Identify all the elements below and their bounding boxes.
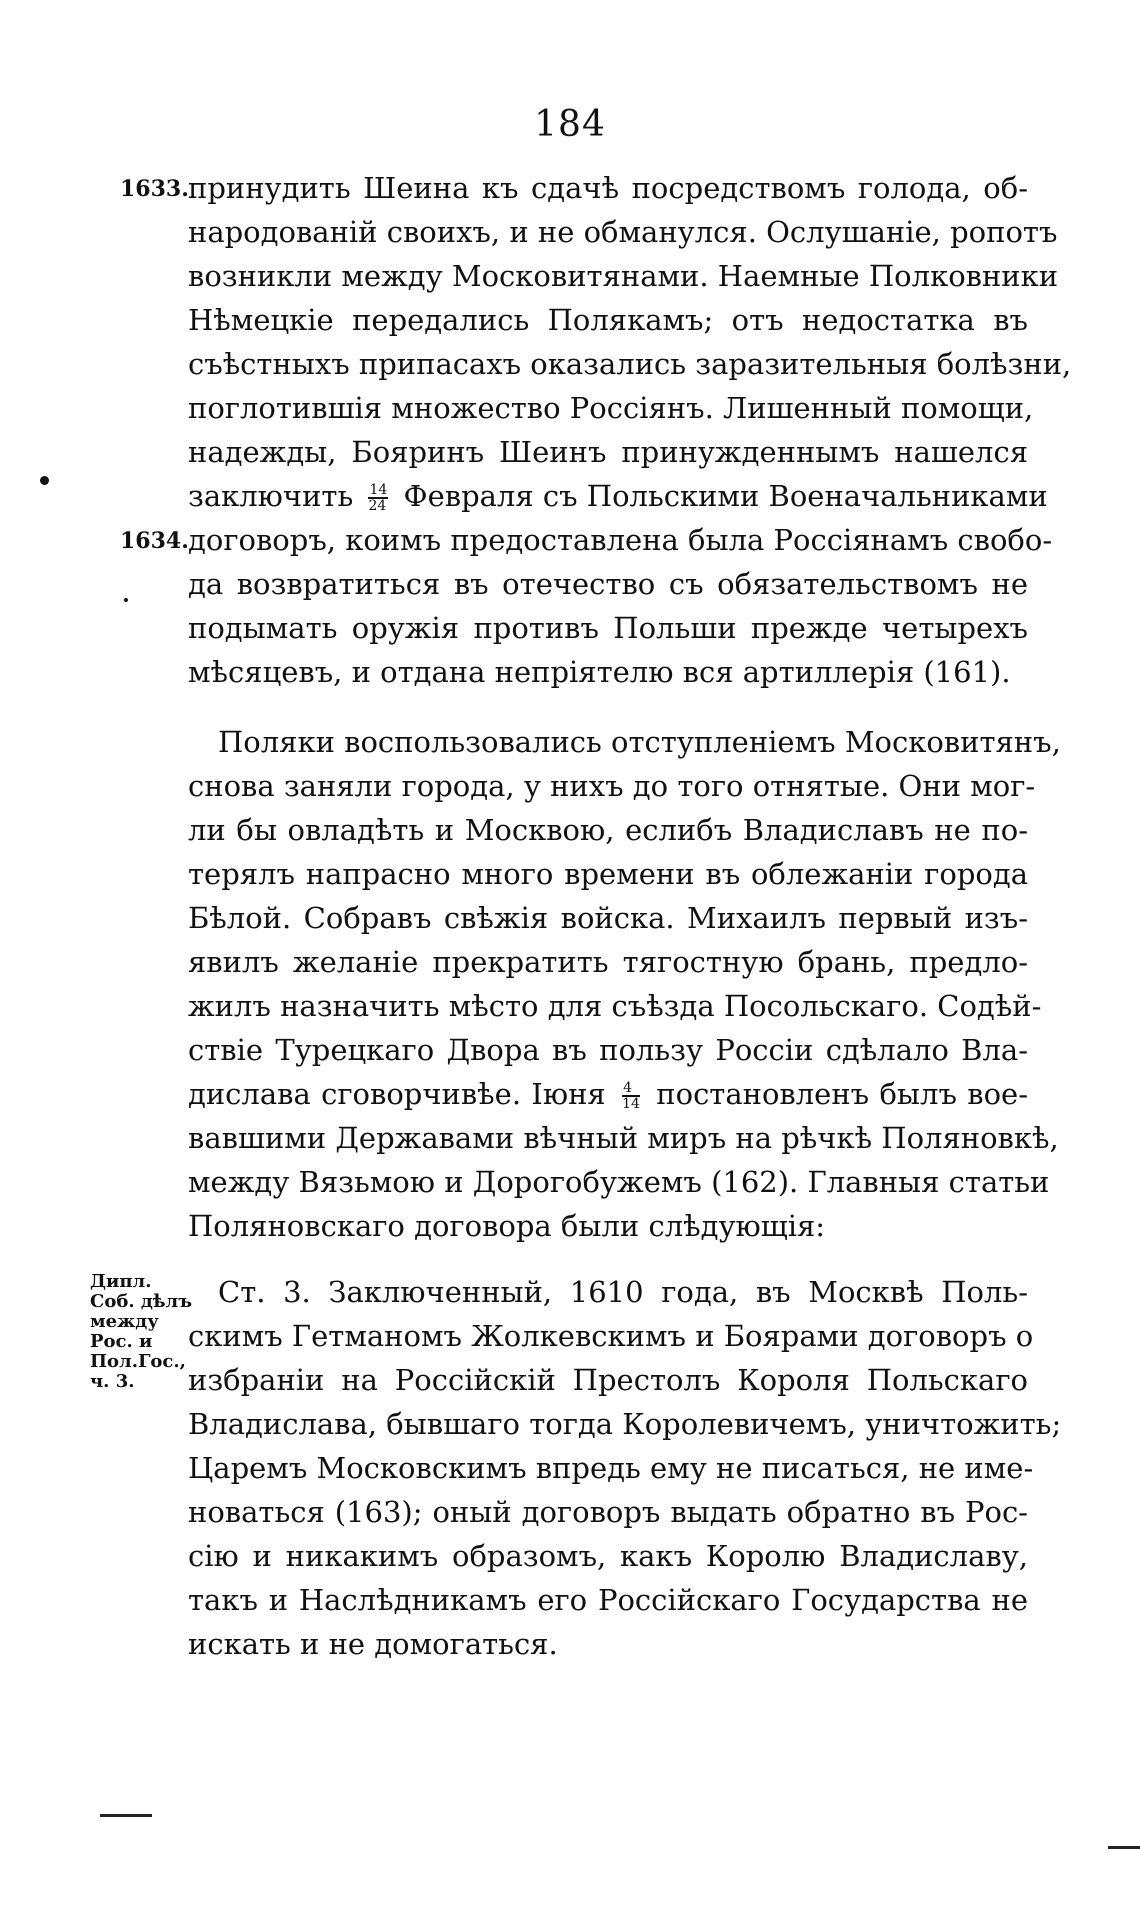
text-line-with-date	[188, 474, 1048, 518]
text-line: Владислава, бывшаго тогда Королевичемъ, уничтожить;	[188, 1407, 1062, 1441]
page-rule-right	[1108, 1846, 1140, 1849]
margin-note	[90, 1272, 200, 1392]
text-line: Поляки воспользовались отступленіемъ Московитянъ,	[218, 725, 1061, 759]
ink-speck	[40, 476, 49, 485]
text-line: мѣсяцевъ, и отдана непріятелю вся артиллерія (161).	[188, 655, 1011, 689]
margin-note-line: Дипл.	[90, 1271, 152, 1292]
fraction-numerator: 14	[369, 482, 388, 498]
text-line: снова заняли города, у нихъ до того отнятые. Они мог-	[188, 769, 1036, 803]
fraction-numerator: 4	[622, 1081, 640, 1097]
text-line: искать и не домогаться.	[188, 1627, 558, 1661]
text-line: сію и никакимъ образомъ, какъ Королю Владиславу,	[188, 1539, 1028, 1573]
paragraph-3	[188, 1270, 1062, 1666]
date-fraction	[622, 1081, 640, 1111]
text-line: договоръ, коимъ предоставлена была Россіянамъ свобо-	[188, 523, 1053, 557]
text-line: принудить Шеина къ сдачѣ посредствомъ голода, об-	[188, 171, 1028, 205]
text-line: Нѣмецкіе передались Полякамъ; отъ недостатка въ	[188, 303, 1028, 337]
date-fraction	[368, 483, 388, 513]
text-fragment: дислава сговорчивѣе. Іюня	[188, 1077, 606, 1111]
margin-note-line: Рос. и	[90, 1331, 153, 1352]
margin-note-line: Соб. дѣлъ	[90, 1291, 193, 1312]
margin-note-line: Пол.Гос.,	[90, 1351, 186, 1372]
text-line: ли бы овладѣть и Москвою, еслибъ Владиславъ не по-	[188, 813, 1028, 847]
text-fragment: постановленъ былъ вое-	[656, 1077, 1028, 1111]
page-number: 184	[534, 104, 606, 145]
text-line: новаться (163); оный договоръ выдать обратно въ Рос-	[188, 1495, 1028, 1529]
margin-note-line: между	[90, 1311, 159, 1332]
year-note-1634: 1634.	[120, 528, 189, 554]
text-line: терялъ напрасно много времени въ облежаніи города	[188, 857, 1028, 891]
text-line: Бѣлой. Собравъ свѣжія войска. Михаилъ первый изъ-	[188, 901, 1028, 935]
text-line: поглотившія множество Россіянъ. Лишенный помощи,	[188, 391, 1034, 425]
page-rule-left	[100, 1814, 152, 1817]
text-line: избраніи на Россійскій Престолъ Короля Польскаго	[188, 1363, 1028, 1397]
text-line: скимъ Гетманомъ Жолкевскимъ и Боярами договоръ о	[188, 1319, 1034, 1353]
text-line: народованій своихъ, и не обманулся. Ослушаніе, ропотъ	[188, 215, 1058, 249]
text-line: надежды, Бояринъ Шеинъ принужденнымъ нашелся	[188, 435, 1028, 469]
text-line: Царемъ Московскимъ впредь ему не писаться, не име-	[188, 1451, 1034, 1485]
text-line: Поляновскаго договора были слѣдующія:	[188, 1209, 826, 1243]
text-line: возникли между Московитянами. Наемные Полковники	[188, 259, 1059, 293]
text-line: жилъ назначить мѣсто для съѣзда Посольскаго. Содѣй-	[188, 989, 1042, 1023]
text-line: явилъ желаніе прекратить тягостную брань, предло-	[188, 945, 1028, 979]
text-line: вавшими Державами вѣчный миръ на рѣчкѣ Поляновкѣ,	[188, 1121, 1059, 1155]
ink-speck	[124, 598, 128, 602]
text-line: да возвратиться въ отечество съ обязательствомъ не	[188, 567, 1028, 601]
text-line: ствіе Турецкаго Двора въ пользу Россіи сдѣлало Вла-	[188, 1033, 1028, 1067]
text-line: подымать оружія противъ Польши прежде четырехъ	[188, 611, 1028, 645]
text-line: Ст. 3. Заключенный, 1610 года, въ Москвѣ Поль-	[218, 1275, 1028, 1309]
fraction-denominator: 24	[368, 498, 387, 514]
text-line: такъ и Наслѣдникамъ его Россійскаго Государства не	[188, 1583, 1028, 1617]
text-fragment: Февраля съ Польскими Военачальниками	[403, 479, 1048, 513]
paragraph-2	[188, 720, 1061, 1248]
margin-note-line: ч. 3.	[90, 1371, 135, 1392]
text-line-with-date	[188, 1072, 1028, 1116]
paragraph-1	[188, 166, 1072, 694]
fraction-denominator: 14	[622, 1096, 640, 1112]
year-note-1633: 1633.	[120, 176, 189, 202]
text-line: съѣстныхъ припасахъ оказались заразительныя болѣзни,	[188, 347, 1072, 381]
text-fragment: заключить	[188, 479, 354, 513]
text-line: между Вязьмою и Дорогобужемъ (162). Главныя статьи	[188, 1165, 1050, 1199]
